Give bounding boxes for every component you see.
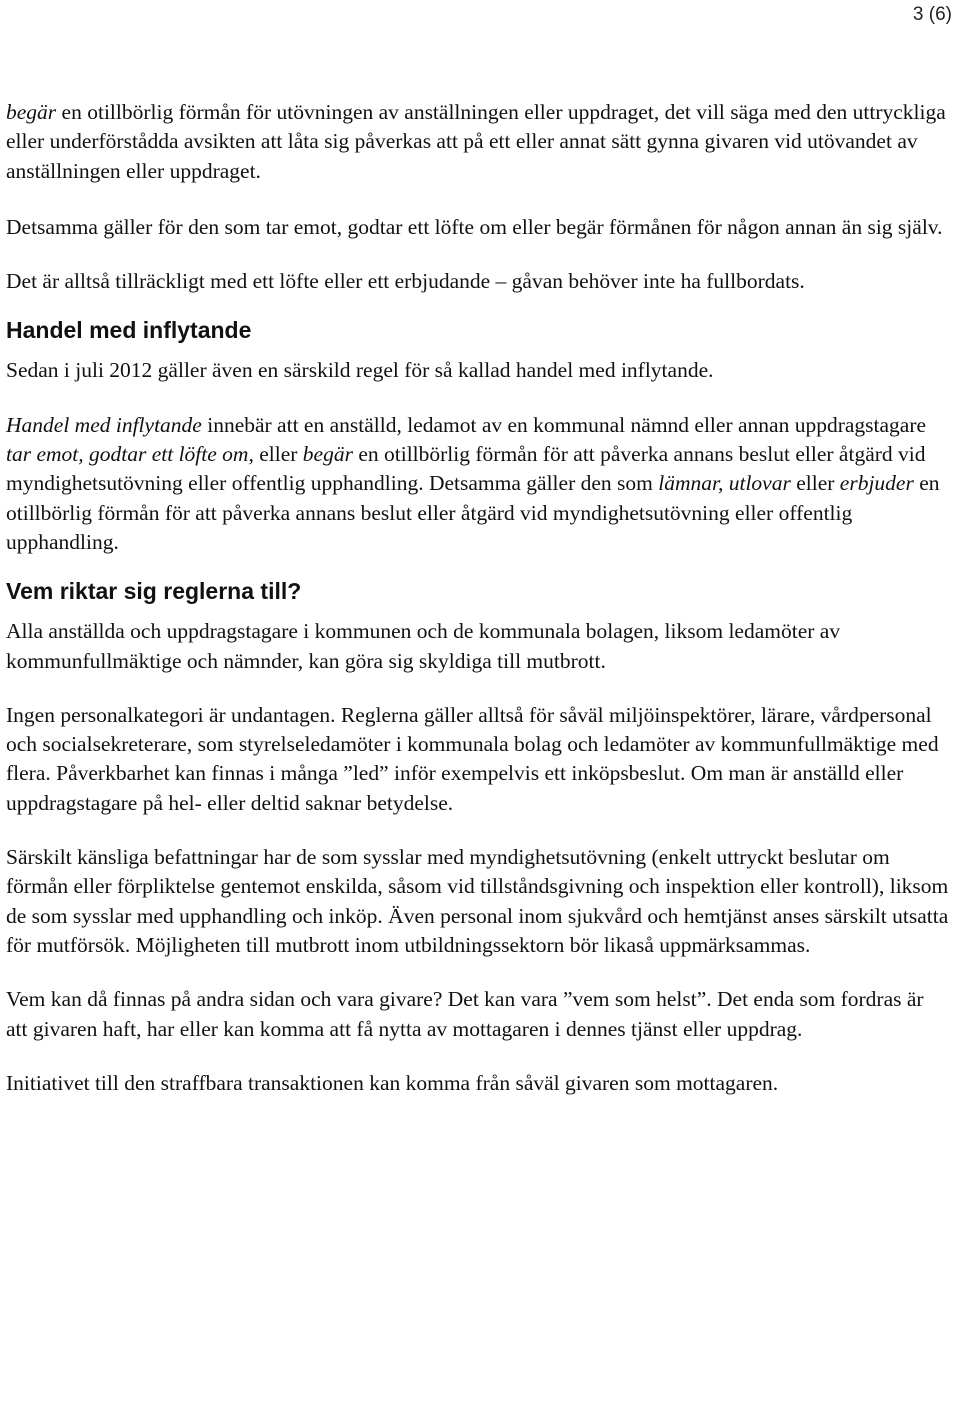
document-body	[6, 98, 950, 1098]
paragraph-no-category-excepted: Ingen personalkategori är undantagen. Reglerna gäller alltså för såväl miljöinspektörer, lärare, vårdpersonal och socialsekreterare, som styrelseledamöter i kommunala bolag och ledamöter av kommunfullmäktige med flera. Påverkbarhet kan finnas i många ”led” inför exempelvis ett inköpsbeslut. Om man är anställd eller uppdragstagare på hel- eller deltid saknar betydelse.	[6, 702, 939, 815]
section-heading-who-rules-apply-to: Vem riktar sig reglerna till?	[6, 578, 302, 605]
paragraph-initiative: Initiativet till den straffbara transaktionen kan komma från såväl givaren som mottagaren.	[6, 1070, 779, 1095]
paragraph-same-applies: Detsamma gäller för den som tar emot, godtar ett löfte om eller begär förmånen för någon annan än sig själv.	[6, 214, 943, 239]
paragraph-trading-influence-definition: Handel med inflytande innebär att en anställd, ledamot av en kommunal nämnd eller annan uppdragstagare tar emot, godtar ett löfte om, eller begär en otillbörlig förmån för att påverka annans beslut eller åtgärd vid myndighetsutövning eller offentlig upphandling. Detsamma gäller den som lämnar, utlovar eller erbjuder en otillbörlig förmån för att påverka annans beslut eller åtgärd vid myndighetsutövning eller offentlig upphandling.	[6, 412, 940, 554]
page-number: 3 (6)	[912, 4, 952, 25]
paragraph-all-employees: Alla anställda och uppdragstagare i kommunen och de kommunala bolagen, liksom ledamöter av kommunfullmäktige och nämnder, kan göra sig skyldiga till mutbrott.	[6, 619, 841, 673]
italic-term: tar emot, godtar ett löfte om,	[6, 442, 254, 467]
paragraph-text: en otillbörlig förmån för utövningen av anställningen eller uppdraget, det vill säga med den uttryckliga eller underförstådda avsikten att låta sig påverkas att på ett eller annat sätt gynna givaren vid utövandet av anställningen eller uppdraget.	[6, 100, 946, 183]
italic-term: erbjuder	[839, 471, 914, 496]
section-heading-trading-influence: Handel med inflytande	[6, 317, 252, 344]
paragraph-since-july-2012: Sedan i juli 2012 gäller även en särskild regel för så kallad handel med inflytande.	[6, 358, 714, 383]
italic-term: begär	[6, 100, 57, 124]
paragraph-sufficient-promise: Det är alltså tillräckligt med ett löfte eller ett erbjudande – gåvan behöver inte ha fullbordats.	[6, 269, 805, 294]
italic-term: Handel med inflytande	[6, 412, 202, 437]
italic-term: lämnar, utlovar	[658, 471, 791, 496]
paragraph-sensitive-positions: Särskilt känsliga befattningar har de som sysslar med myndighetsutövning (enkelt uttryckt beslutar om förmån eller förpliktelse gentemot enskilda, såsom vid tillståndsgivning och inspektion eller kontroll), liksom de som sysslar med upphandling och inköp. Även personal inom sjukvård och hemtjänst anses särskilt utsatta för mutförsök. Möjligheten till mutbrott inom utbildningssektorn bör likaså uppmärksammas.	[6, 845, 949, 957]
paragraph-definition-continued	[6, 98, 950, 186]
italic-term: begär	[302, 442, 353, 467]
paragraph-who-can-be-giver: Vem kan då finnas på andra sidan och vara givare? Det kan vara ”vem som helst”. Det enda som fordras är att givaren haft, har eller kan komma att få nytta av mottagaren i dennes tjänst eller uppdrag.	[6, 987, 924, 1041]
